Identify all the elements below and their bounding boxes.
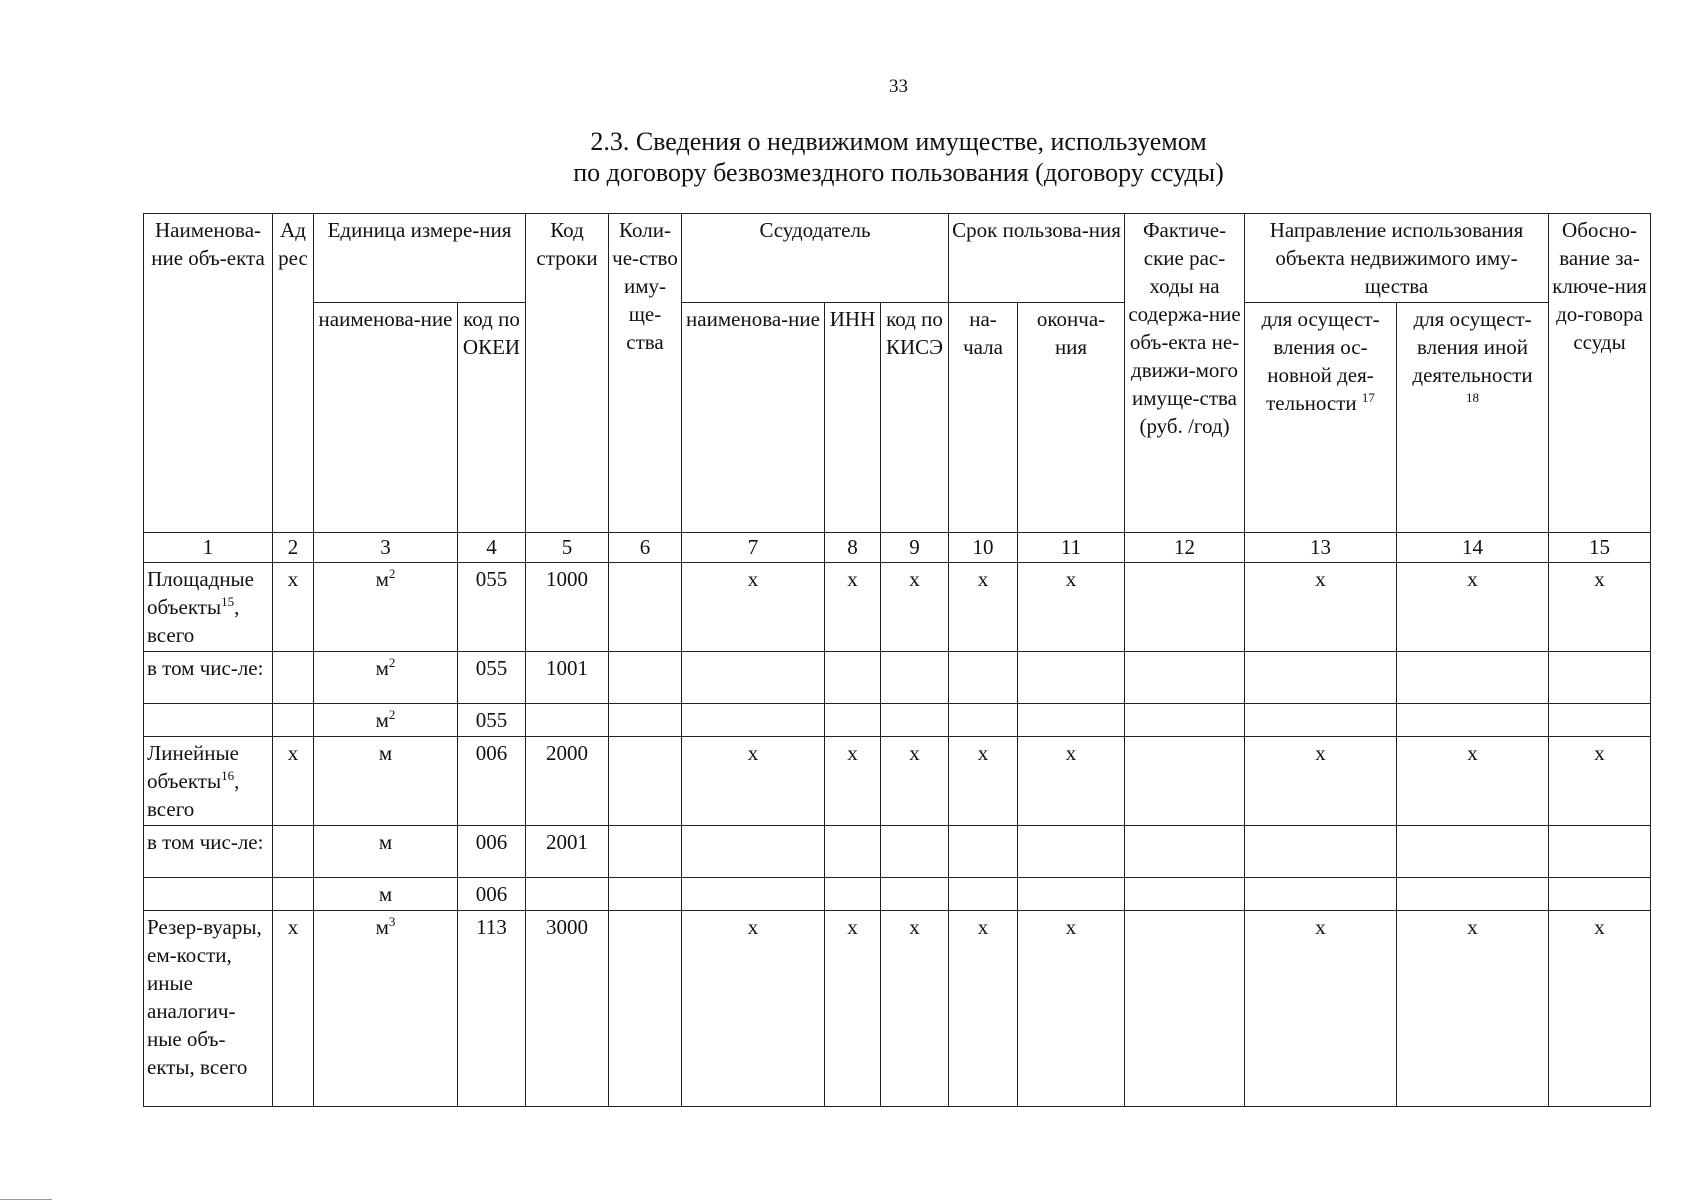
column-number: 8: [825, 533, 881, 563]
unit-text: м: [375, 656, 389, 680]
cell-kise: х: [881, 911, 949, 1107]
cell-qty: [609, 704, 682, 737]
cell-start: х: [949, 737, 1018, 826]
cell-unit: [314, 737, 458, 826]
column-number: 10: [949, 533, 1018, 563]
cell-qty: [609, 652, 682, 704]
cell-qty: [609, 563, 682, 652]
cell-addr: х: [273, 563, 314, 652]
cell-main: х: [1245, 911, 1397, 1107]
row-name-text: Линейные объекты: [147, 741, 239, 793]
cell-code: 1001: [526, 652, 609, 704]
cell-exp: [1125, 878, 1245, 911]
table-body: [144, 563, 1651, 1107]
cell-other: [1397, 826, 1549, 878]
cell-main: [1245, 704, 1397, 737]
cell-basis: [1549, 652, 1651, 704]
table-row: [144, 878, 1651, 911]
cell-addr: [273, 878, 314, 911]
cell-code: 1000: [526, 563, 609, 652]
cell-addr: х: [273, 737, 314, 826]
cell-other: [1397, 652, 1549, 704]
cell-exp: [1125, 704, 1245, 737]
cell-okei: 006: [458, 826, 526, 878]
cell-kise: [881, 878, 949, 911]
column-number-row: [144, 533, 1651, 563]
cell-unit: [314, 911, 458, 1107]
unit-exponent: 2: [388, 566, 396, 581]
header-period-start: на-чала: [949, 303, 1018, 533]
cell-lname: [682, 826, 825, 878]
cell-qty: [609, 737, 682, 826]
column-number: 5: [526, 533, 609, 563]
table-row: [144, 563, 1651, 652]
cell-main: х: [1245, 563, 1397, 652]
unit-text: м: [378, 882, 393, 906]
header-line-code: Код строки: [526, 214, 609, 533]
column-number: 14: [1397, 533, 1549, 563]
cell-end: х: [1018, 911, 1125, 1107]
cell-basis: [1549, 704, 1651, 737]
cell-inn: х: [825, 563, 881, 652]
column-number: 2: [273, 533, 314, 563]
header-unit-name: наименова-ние: [314, 303, 458, 533]
cell-unit: [314, 878, 458, 911]
cell-lname: [682, 704, 825, 737]
cell-code: [526, 878, 609, 911]
cell-basis: [1549, 826, 1651, 878]
cell-end: [1018, 826, 1125, 878]
row-name: [144, 878, 273, 911]
header-direction: Направление использования объекта недвижимого иму-щества: [1245, 214, 1549, 303]
cell-qty: [609, 826, 682, 878]
row-name: [144, 826, 273, 878]
cell-end: х: [1018, 563, 1125, 652]
cell-end: [1018, 878, 1125, 911]
cell-other: х: [1397, 563, 1549, 652]
cell-main: [1245, 826, 1397, 878]
cell-main: [1245, 652, 1397, 704]
cell-kise: х: [881, 563, 949, 652]
column-number: 15: [1549, 533, 1651, 563]
cell-end: [1018, 652, 1125, 704]
footnote-18: 18: [1466, 390, 1480, 405]
cell-okei: 006: [458, 878, 526, 911]
unit-text: м: [375, 915, 389, 939]
cell-start: [949, 652, 1018, 704]
cell-lname: [682, 878, 825, 911]
footnote-17: 17: [1361, 390, 1375, 405]
row-name-footnote: 16: [221, 768, 235, 783]
unit-exponent: 2: [388, 655, 396, 670]
table-row: [144, 911, 1651, 1107]
row-name-text: в том чис-ле:: [147, 830, 264, 854]
header-direction-other-text: для осущест-вления иной деятельности: [1412, 307, 1533, 387]
unit-text: м: [375, 567, 389, 591]
cell-okei: 055: [458, 704, 526, 737]
column-number: 4: [458, 533, 526, 563]
cell-addr: [273, 704, 314, 737]
cell-addr: [273, 826, 314, 878]
cell-qty: [609, 878, 682, 911]
cell-exp: [1125, 737, 1245, 826]
row-name: [144, 737, 273, 826]
cell-inn: [825, 826, 881, 878]
cell-inn: [825, 704, 881, 737]
row-name-footnote: 15: [221, 594, 235, 609]
cell-end: х: [1018, 737, 1125, 826]
cell-kise: [881, 704, 949, 737]
cell-other: [1397, 704, 1549, 737]
row-name: [144, 563, 273, 652]
header-unit-okei: код по ОКЕИ: [458, 303, 526, 533]
cell-other: [1397, 878, 1549, 911]
header-basis: Обосно-вание за-ключе-ния до-говора ссуды: [1549, 214, 1651, 533]
cell-addr: [273, 652, 314, 704]
cell-basis: [1549, 878, 1651, 911]
header-direction-other: [1397, 303, 1549, 533]
cell-basis: х: [1549, 737, 1651, 826]
cell-kise: [881, 826, 949, 878]
header-expenses: Фактиче-ские рас-ходы на содержа-ние объ-екта не-движи-мого имуще-ства (руб. /год): [1125, 214, 1245, 533]
cell-unit: [314, 704, 458, 737]
header-quantity: Коли-че-ство иму-ще-ства: [609, 214, 682, 533]
cell-other: х: [1397, 737, 1549, 826]
header-name: Наименова-ние объ-екта: [144, 214, 273, 533]
cell-start: х: [949, 911, 1018, 1107]
column-number: 3: [314, 533, 458, 563]
cell-inn: х: [825, 911, 881, 1107]
cell-kise: х: [881, 737, 949, 826]
header-period-end: оконча-ния: [1018, 303, 1125, 533]
cell-start: [949, 826, 1018, 878]
row-name-text: Резер-вуары, ем-кости, иные аналогич-ные объ-екты, всего: [147, 915, 262, 1079]
header-period: Срок пользова-ния: [949, 214, 1125, 303]
page-number: 33: [889, 76, 908, 97]
cell-inn: [825, 652, 881, 704]
cell-inn: [825, 878, 881, 911]
header-lender: Ссудодатель: [682, 214, 949, 303]
row-name: [144, 704, 273, 737]
unit-exponent: 2: [388, 707, 396, 722]
section-title-line-1: 2.3. Сведения о недвижимом имуществе, используемом: [590, 127, 1207, 156]
row-name: [144, 652, 273, 704]
cell-lname: х: [682, 911, 825, 1107]
cell-start: [949, 878, 1018, 911]
cell-exp: [1125, 652, 1245, 704]
unit-text: м: [378, 830, 393, 854]
cell-code: 3000: [526, 911, 609, 1107]
cell-other: х: [1397, 911, 1549, 1107]
section-title-line-2: по договору безвозмездного пользования (договору ссуды): [573, 158, 1224, 187]
row-name: [144, 911, 273, 1107]
table-row: [144, 704, 1651, 737]
cell-lname: [682, 652, 825, 704]
cell-start: [949, 704, 1018, 737]
cell-exp: [1125, 826, 1245, 878]
cell-qty: [609, 911, 682, 1107]
header-lender-name: наименова-ние: [682, 303, 825, 533]
cell-exp: [1125, 563, 1245, 652]
cell-okei: 055: [458, 563, 526, 652]
table-row: [144, 826, 1651, 878]
row-name-tail: , всего: [147, 595, 240, 647]
header-lender-inn: ИНН: [825, 303, 881, 533]
header-unit: Единица измере-ния: [314, 214, 526, 303]
cell-start: х: [949, 563, 1018, 652]
header-lender-kise: код по КИСЭ: [881, 303, 949, 533]
table-header: [144, 214, 1651, 533]
column-number: 7: [682, 533, 825, 563]
section-title: [0, 126, 1701, 188]
cell-okei: 113: [458, 911, 526, 1107]
cell-main: х: [1245, 737, 1397, 826]
cell-basis: х: [1549, 911, 1651, 1107]
cell-okei: 055: [458, 652, 526, 704]
cell-end: [1018, 704, 1125, 737]
cell-addr: х: [273, 911, 314, 1107]
unit-exponent: 3: [388, 914, 396, 929]
cell-inn: х: [825, 737, 881, 826]
row-name-text: в том чис-ле:: [147, 656, 264, 680]
header-address: Ад рес: [273, 214, 314, 533]
table-row: [144, 737, 1651, 826]
cell-main: [1245, 878, 1397, 911]
column-number: 6: [609, 533, 682, 563]
cell-unit: [314, 563, 458, 652]
table-row: [144, 652, 1651, 704]
cell-code: 2001: [526, 826, 609, 878]
cell-kise: [881, 652, 949, 704]
property-table: [143, 213, 1651, 1107]
column-number: 13: [1245, 533, 1397, 563]
column-number: 11: [1018, 533, 1125, 563]
header-direction-main-text: для осущест-вления ос-новной дея-тельности: [1261, 307, 1380, 415]
cell-unit: [314, 652, 458, 704]
unit-text: м: [375, 708, 389, 732]
column-number: 9: [881, 533, 949, 563]
cell-exp: [1125, 911, 1245, 1107]
cell-basis: х: [1549, 563, 1651, 652]
cell-unit: [314, 826, 458, 878]
header-direction-main: [1245, 303, 1397, 533]
unit-text: м: [378, 741, 393, 765]
cell-code: 2000: [526, 737, 609, 826]
cell-code: [526, 704, 609, 737]
cell-lname: х: [682, 563, 825, 652]
column-number: 12: [1125, 533, 1245, 563]
row-name-tail: , всего: [147, 769, 240, 821]
column-number: 1: [144, 533, 273, 563]
row-name-text: Площадные объекты: [147, 567, 254, 619]
cell-lname: х: [682, 737, 825, 826]
cell-okei: 006: [458, 737, 526, 826]
